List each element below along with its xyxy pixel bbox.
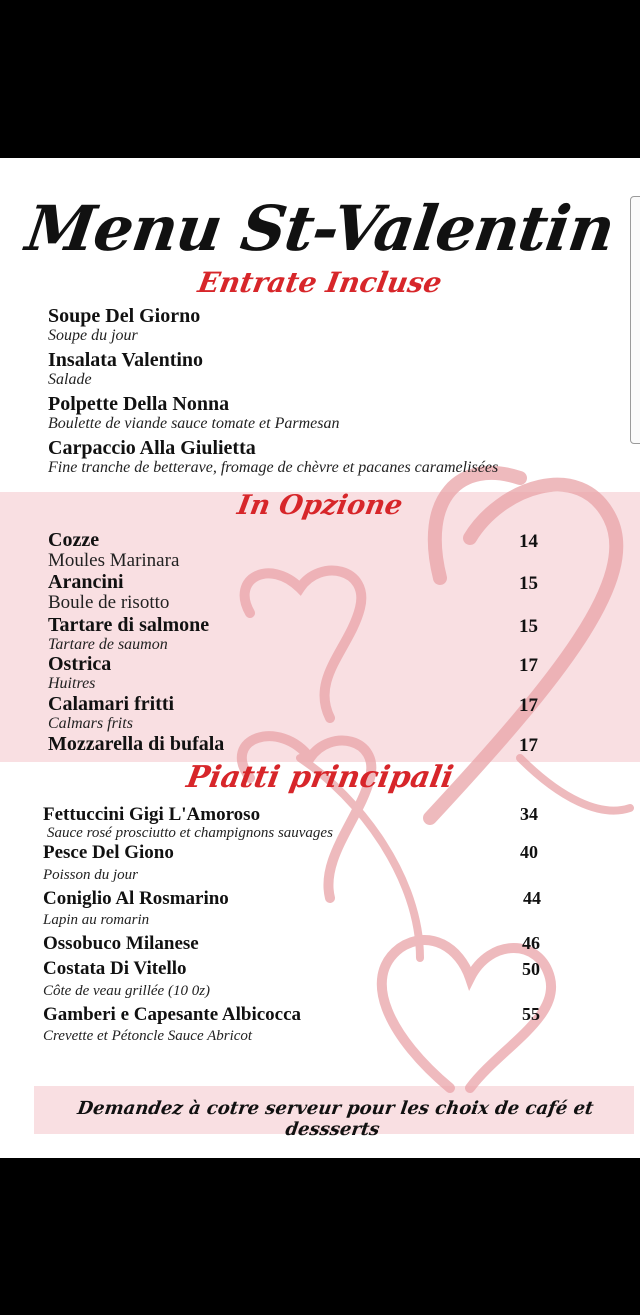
item-desc: Crevette et Pétoncle Sauce Abricot: [43, 1028, 253, 1044]
list-item: [48, 734, 588, 755]
item-price: 17: [519, 695, 538, 716]
item-price: 44: [523, 888, 541, 908]
item-desc: Salade: [48, 371, 92, 388]
list-item: [48, 694, 588, 732]
item-name: Cozze: [48, 529, 100, 551]
item-price: 14: [519, 531, 538, 552]
list-item: [43, 804, 563, 842]
item-desc: Sauce rosé prosciutto et champignons sauvages: [47, 825, 333, 841]
navigation-bar-area: [0, 1158, 640, 1315]
list-item: [43, 958, 563, 1000]
item-name: Ossobuco Milanese: [43, 933, 199, 954]
list-item: [43, 933, 563, 954]
item-desc: Côte de veau grillée (10 0z): [43, 983, 211, 999]
list-item: [48, 530, 588, 571]
item-price: 15: [519, 573, 538, 594]
list-item: [48, 654, 588, 692]
menu-page: [0, 158, 640, 1158]
item-desc: Lapin au romarin: [43, 912, 150, 928]
list-item: [43, 842, 563, 884]
item-name: Costata Di Vitello: [43, 958, 187, 979]
item-name: Insalata Valentino: [48, 349, 204, 371]
item-name: Fettuccini Gigi L'Amoroso: [43, 804, 261, 825]
item-name: Arancini: [48, 571, 124, 593]
item-desc: Tartare de saumon: [48, 636, 168, 653]
item-desc: Calmars frits: [48, 715, 133, 732]
item-name: Polpette Della Nonna: [48, 393, 230, 415]
status-bar-area: [0, 0, 640, 158]
item-name: Ostrica: [48, 653, 112, 675]
section-entrate-title: Entrate Incluse: [195, 266, 445, 299]
item-name: Soupe Del Giorno: [48, 305, 201, 327]
list-item: [48, 572, 588, 613]
item-price: 15: [519, 616, 538, 637]
item-price: 46: [522, 933, 540, 953]
item-price: 17: [519, 655, 538, 676]
item-name: Pesce Del Giono: [43, 842, 174, 863]
item-price: 34: [520, 804, 538, 824]
list-item: [43, 1004, 563, 1045]
item-desc: Poisson du jour: [43, 867, 139, 883]
item-price: 55: [522, 1004, 540, 1024]
item-price: 40: [520, 842, 538, 862]
list-item: [48, 350, 588, 388]
menu-title: Menu St-Valentin: [21, 192, 619, 265]
item-price: 17: [519, 735, 538, 756]
item-name: Gamberi e Capesante Albicocca: [43, 1004, 302, 1025]
item-name: Coniglio Al Rosmarino: [43, 888, 229, 909]
item-desc: Moules Marinara: [48, 550, 180, 571]
item-name: Carpaccio Alla Giulietta: [48, 437, 256, 459]
list-item: [43, 888, 563, 929]
item-name: Calamari fritti: [48, 693, 175, 715]
item-desc: Fine tranche de betterave, fromage de chèvre et pacanes caramelisées: [48, 459, 499, 476]
item-desc: Huitres: [48, 675, 96, 692]
item-desc: Boule de risotto: [48, 592, 170, 613]
list-item: [48, 306, 588, 344]
footer-note: Demandez à cotre serveur pour les choix de café et dessserts: [76, 1098, 595, 1140]
section-opzione-title: In Opzione: [235, 490, 405, 521]
item-name: Mozzarella di bufala: [48, 733, 225, 755]
section-piatti-title: Piatti principali: [184, 760, 456, 795]
item-name: Tartare di salmone: [48, 614, 210, 636]
list-item: [48, 615, 588, 653]
list-item: [48, 394, 588, 432]
list-item: [48, 438, 588, 476]
item-desc: Boulette de viande sauce tomate et Parmesan: [48, 415, 340, 432]
item-price: 50: [522, 959, 540, 979]
item-desc: Soupe du jour: [48, 327, 138, 344]
